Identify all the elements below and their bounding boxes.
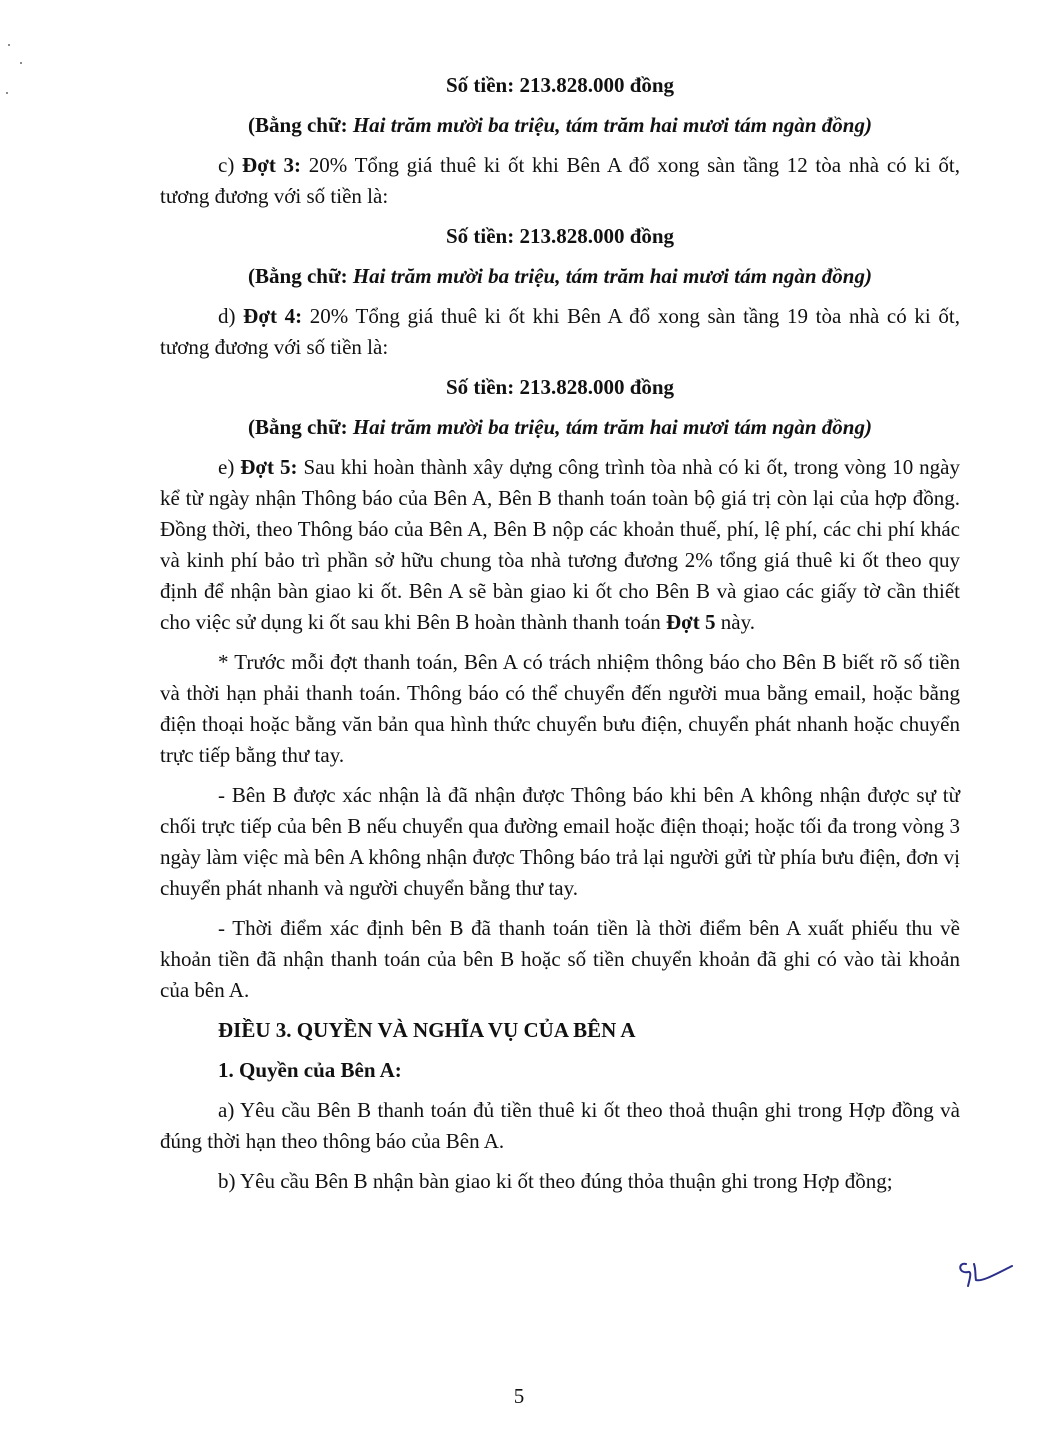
page-number: 5: [513, 1384, 525, 1408]
right-a: a) Yêu cầu Bên B thanh toán đủ tiền thuê ki ốt theo thoả thuận ghi trong Hợp đồng và đúng thời hạn theo thông báo của Bên A.: [160, 1098, 960, 1153]
notice-receipt-note: - Bên B được xác nhận là đã nhận được Thông báo khi bên A không nhận được sự từ chối trực tiếp của bên B nếu chuyển qua đường email hoặc điện thoại; hoặc tối đa trong vòng 3 ngày làm việc mà bên A không nhận được Thông báo trả lại người gửi từ phía bưu điện, đơn vị chuyển phát nhanh và người chuyển bằng thư tay.: [160, 783, 960, 900]
amount-in-words: [160, 412, 960, 443]
amount-line: Số tiền: 213.828.000 đồng: [445, 375, 675, 399]
installment-text: Sau khi hoàn thành xây dựng công trình tòa nhà có ki ốt, trong vòng 10 ngày kể từ ngày nhận Thông báo của Bên A, Bên B thanh toán toàn bộ giá trị còn lại của hợp đồng. Đồng thời, theo Thông báo của Bên A, Bên B nộp các khoản thuế, phí, lệ phí, các chi phí khác và kinh phí bảo trì phần sở hữu chung tòa nhà tương đương 2% tổng giá thuê ki ốt theo quy định để nhận bàn giao ki ốt. Bên A sẽ bàn giao ki ốt cho Bên B và giao các giấy tờ cần thiết cho việc sử dụng ki ốt sau khi Bên B hoàn thành thanh toán: [160, 455, 960, 634]
installment-label: Đợt 5:: [240, 455, 298, 479]
item-prefix: d): [218, 304, 244, 328]
words-label: (Bằng chữ:: [248, 415, 353, 439]
installment-label: Đợt 4:: [243, 304, 303, 328]
installment-4: [160, 301, 960, 363]
amount-in-words: [160, 261, 960, 292]
amount-line: Số tiền: 213.828.000 đồng: [445, 224, 675, 248]
words-label: (Bằng chữ:: [248, 113, 353, 137]
scan-speck: [8, 44, 10, 46]
document-body: [160, 70, 960, 1206]
amount-in-words: [160, 110, 960, 141]
scan-speck: [6, 92, 8, 94]
item-prefix: e): [218, 455, 241, 479]
amount-line: Số tiền: 213.828.000 đồng: [445, 73, 675, 97]
installment-ref: Đợt 5: [665, 610, 716, 634]
words-text: Hai trăm mười ba triệu, tám trăm hai mươi tám ngàn đồng): [352, 415, 872, 439]
payment-notice-note: * Trước mỗi đợt thanh toán, Bên A có trách nhiệm thông báo cho Bên B biết rõ số tiền và thời hạn phải thanh toán. Thông báo có thể chuyển đến người mua bằng email, hoặc bằng điện thoại hoặc bằng văn bản qua hình thức chuyển bưu điện, chuyển phát nhanh hoặc chuyển trực tiếp bằng thư tay.: [160, 650, 960, 767]
words-label: (Bằng chữ:: [248, 264, 353, 288]
installment-3: [160, 150, 960, 212]
rights-title: 1. Quyền của Bên A:: [218, 1058, 402, 1082]
item-prefix: c): [218, 153, 243, 177]
installment-text: 20% Tổng giá thuê ki ốt khi Bên A đổ xong sàn tầng 19 tòa nhà có ki ốt, tương đương với số tiền là:: [160, 304, 961, 359]
installment-text: 20% Tổng giá thuê ki ốt khi Bên A đổ xong sàn tầng 12 tòa nhà có ki ốt, tương đương với số tiền là:: [160, 153, 960, 208]
installment-5: [160, 452, 960, 638]
handwritten-initials-signature: [956, 1256, 1016, 1292]
article-3-title: ĐIỀU 3. QUYỀN VÀ NGHĨA VỤ CỦA BÊN A: [218, 1018, 636, 1042]
installment-end: này.: [715, 610, 755, 634]
right-b: b) Yêu cầu Bên B nhận bàn giao ki ốt theo đúng thỏa thuận ghi trong Hợp đồng;: [218, 1169, 893, 1193]
words-text: Hai trăm mười ba triệu, tám trăm hai mươi tám ngàn đồng): [352, 264, 872, 288]
words-text: Hai trăm mười ba triệu, tám trăm hai mươi tám ngàn đồng): [352, 113, 872, 137]
scan-speck: [20, 62, 22, 64]
payment-time-note: - Thời điểm xác định bên B đã thanh toán tiền là thời điểm bên A xuất phiếu thu về khoản tiền đã nhận thanh toán của bên B hoặc số tiền chuyển khoản đã ghi có vào tài khoản của bên A.: [160, 916, 960, 1002]
installment-label: Đợt 3:: [242, 153, 302, 177]
